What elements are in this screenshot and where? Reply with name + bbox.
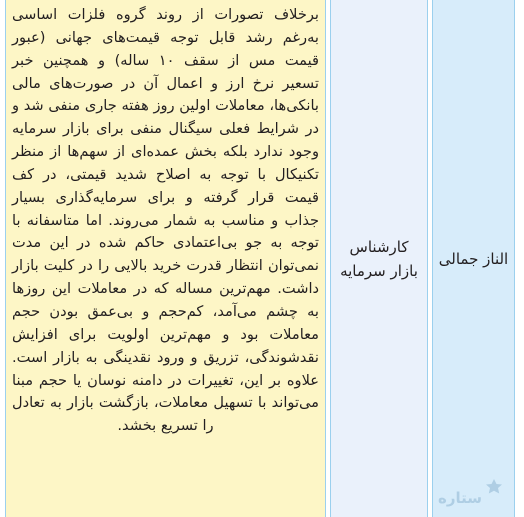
table-row (5, 0, 519, 517)
name-text: الناز جمالی (438, 249, 509, 268)
site-logo-watermark (434, 473, 508, 511)
name-cell (432, 0, 515, 517)
role-text: کارشناس بازار سرمایه (340, 237, 418, 280)
statement-text: برخلاف تصورات از روند گروه فلزات اساسی به‌رغم رشد قابل توجه قیمت‌های جهانی (عبور قیمت مس از سقف ۱۰ ساله) و همچنین خبر تسعیر نرخ ارز و اعمال آن در صورت‌های مالی بانکی‌ها، معاملات اولین روز هفته جاری منفی شد و در شرایط فعلی سیگنال منفی برای بازار سرمایه وجود ندارد بلکه بخش عمده‌ای از سهم‌ها از منظر تکنیکال با توجه به اصلاح شدید قیمتی، در کف قیمت قرار گرفته و برای سرمایه‌گذاری بسیار جذاب و مناسب به شمار می‌روند. اما متاسفانه با توجه به جو بی‌اعتمادی حاکم شده در این مدت نمی‌توان انتظار قدرت خرید بالایی را در کلیت بازار داشت. مهم‌ترین مساله که در معاملات این روزها به چشم می‌آمد، کم‌حجم و بی‌عمق بودن حجم معاملات بود و مهم‌ترین اولویت برای افزایش نقدشوندگی، تزریق و ورود نقدینگی به بازار است. علاوه بر این، تغییرات در دامنه نوسان یا حجم مبنا می‌تواند با تسهیل معاملات، بازگشت بازار به تعادل را تسریع بخشد. (12, 6, 319, 435)
watermark-text: ستاره (438, 489, 482, 507)
statement-cell (5, 0, 326, 517)
role-cell (330, 0, 428, 517)
